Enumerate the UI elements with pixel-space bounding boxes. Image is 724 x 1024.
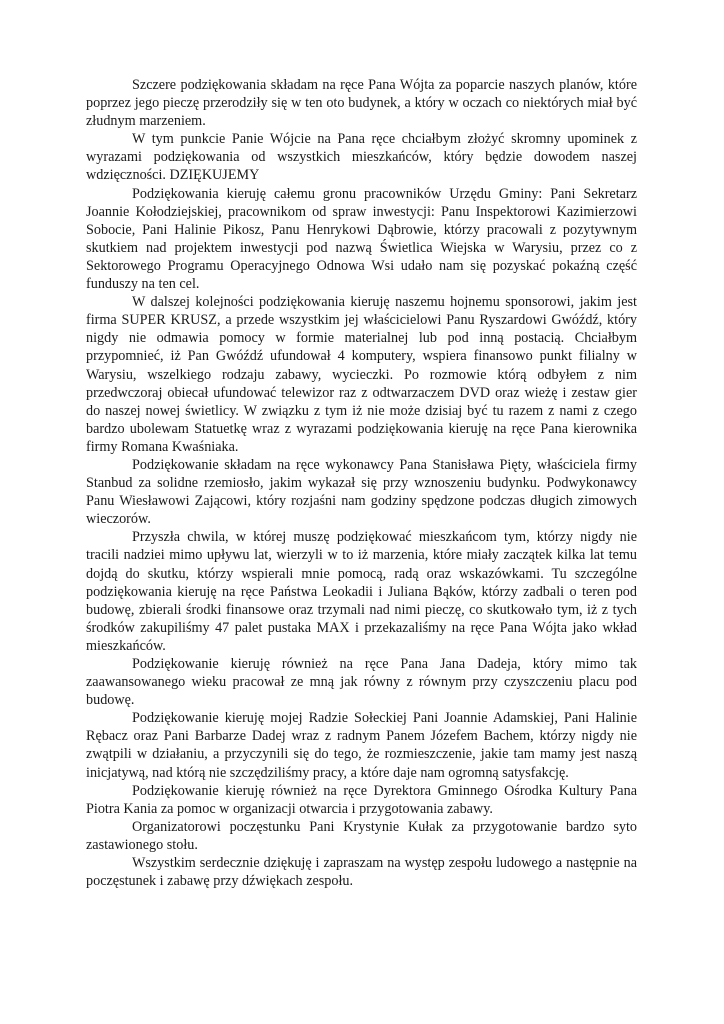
paragraph-culture-director: Podziękowanie kieruję również na ręce Dyrektora Gminnego Ośrodka Kultury Pana Piotra Kania za pomoc w organizacji otwarcia i przygotowania zabawy.: [86, 782, 637, 817]
paragraph-gift: W tym punkcie Panie Wójcie na Pana ręce chciałbym złożyć skromny upominek z wyrazami podziękowania od wszystkich mieszkańców, który będzie dowodem naszej wdzięczności. DZIĘKUJEMY: [86, 131, 637, 184]
paragraph-catering: Organizatorowi poczęstunku Pani Krystynie Kułak za przygotowanie bardzo syto zastawionego stołu.: [86, 818, 637, 853]
speech-text: [86, 76, 637, 890]
paragraph-contractor: Podziękowanie składam na ręce wykonawcy Pana Stanisława Pięty, właściciela firmy Stanbud za solidne rzemiosło, jakim wykazał się przy wznoszeniu budynku. Podwykonawcy Panu Wiesławowi Zającowi, który rozjaśni nam godziny spędzone podczas długich zimowych wieczorów.: [86, 456, 637, 528]
paragraph-jan-dadej: Podziękowanie kieruję również na ręce Pana Jana Dadeja, który mimo tak zaawansowanego wieku pracował ze mną jak równy z równym przy czyszczeniu placu pod budowę.: [86, 656, 637, 709]
paragraph-village-council: Podziękowanie kieruję mojej Radzie Sołeckiej Pani Joannie Adamskiej, Pani Halinie Rębacz oraz Pani Barbarze Dadej wraz z radnym Panem Józefem Bachem, którzy nigdy nie zwątpili w działaniu, a przyczynili się do tego, że rozmieszczenie, jakie tam mamy jest naszą inicjatywą, nad którą nie szczędziliśmy pracy, a które daje nam ogromną satysfakcję.: [86, 710, 637, 781]
paragraph-gmina-staff: Podziękowania kieruję całemu gronu pracowników Urzędu Gminy: Pani Sekretarz Joannie Kołodziejskiej, pracownikom od spraw inwestycji: Panu Inspektorowi Kazimierzowi Sobocie, Pani Halinie Pikosz, Panu Henrykowi Dąbrowie, którzy pracowali z pozytywnym skutkiem nad projektem inwestycji pod nazwą Świetlica Wiejska w Warysiu, przez co z Sektorowego Programu Operacyjnego Odnowa Wsi udało nam się pozyskać pokaźną część funduszy na ten cel.: [86, 185, 637, 293]
paragraph-residents: Przyszła chwila, w której muszę podziękować mieszkańcom tym, którzy nigdy nie tracili nadziei mimo upływu lat, wierzyli w to iż marzenia, które miały zaczątek kilka lat temu dojdą do skutku, którzy wspierali mnie pomocą, radą oraz wskazówkami. Tu szczególne podziękowania kieruję na ręce Państwa Leokadii i Juliana Bąków, którzy zadbali o teren pod budowę, zbierali środki finansowe oraz trzymali nad nimi pieczę, co skutkowało tym, iż z tych środków zakupiliśmy 47 palet pustaka MAX i przekazaliśmy na ręce Pana Wójta jako wkład mieszkańców.: [86, 529, 637, 654]
paragraph-sponsor: W dalszej kolejności podziękowania kieruję naszemu hojnemu sponsorowi, jakim jest firma SUPER KRUSZ, a przede wszystkim jej właścicielowi Panu Ryszardowi Gwóźdź, który nigdy nie odmawia pomocy w formie materialnej lub pod inną postacią. Chciałbym przypomnieć, iż Pan Gwóźdź ufundował 4 komputery, wspiera finansowo punkt filialny w Warysiu, wszelkiego rodzaju zabawy, wycieczki. Po rozmowie którą odbyłem z nim przedwczoraj obiecał ufundować telewizor raz z odtwarzaczem DVD oraz wieżę i zestaw gier do naszej nowej świetlicy. W związku z tym iż nie może dzisiaj być tu razem z nami z czego bardzo ubolewam Statuetkę wraz z wyrazami podziękowania kieruję na ręce Pana kierownika firmy Romana Kwaśniaka.: [86, 294, 637, 455]
paragraph-invitation: Wszystkim serdecznie dziękuję i zapraszam na występ zespołu ludowego a następnie na poczęstunek i zabawę przy dźwiękach zespołu.: [86, 855, 637, 890]
paragraph-thanks-wojt: Szczere podziękowania składam na ręce Pana Wójta za poparcie naszych planów, które poprzez jego pieczę przerodziły się w ten oto budynek, a który w oczach co niektórych miał być złudnym marzeniem.: [86, 77, 637, 130]
